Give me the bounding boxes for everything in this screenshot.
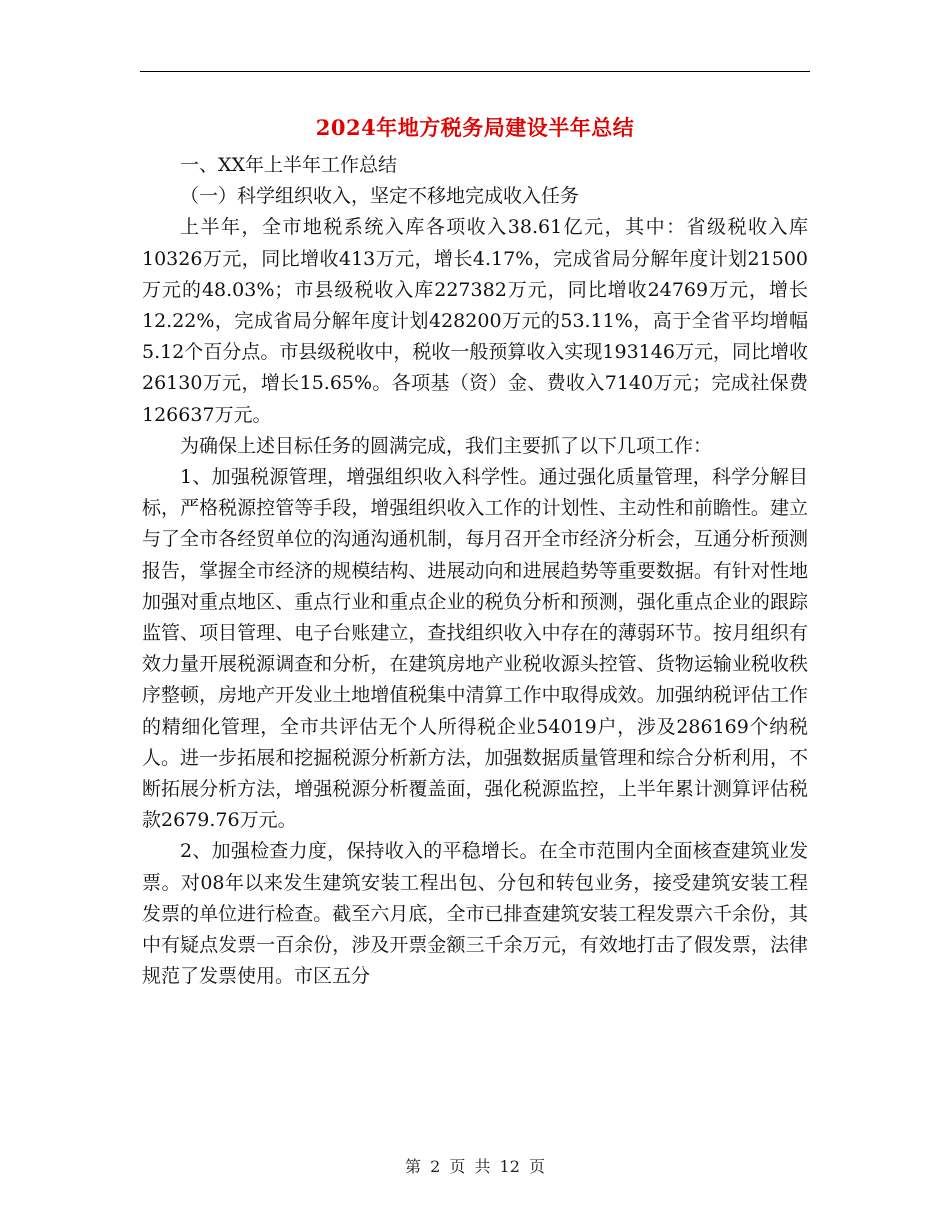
paragraph-intro: 为确保上述目标任务的圆满完成，我们主要抓了以下几项工作： xyxy=(180,434,713,457)
paragraph-item-1: 1、加强税源管理，增强组织收入科学性。通过强化质量管理，科学分解目标，严格税源控管等手段，增强组织收入工作的计划性、主动性和前瞻性。建立与了全市各经贸单位的沟通沟通机制，每月召开全市经济分析会，互通分析预测报告，掌握全市经济的规模结构、进展动向和进展趋势等重要数据。有针对性地加强对重点地区、重点行业和重点企业的税负分析和预测，强化重点企业的跟踪监管、项目管理、电子台账建立，查找组织收入中存在的薄弱环节。按月组织有效力量开展税源调查和分析，在建筑房地产业税收源头控管、货物运输业税收秩序整顿，房地产开发业土地增值税集中清算工作中取得成效。加强纳税评估工作的精细化管理，全市共评估无个人所得税企业54019户，涉及286169个纳税人。进一步拓展和挖掘税源分析新方法，加强数据质量管理和综合分析利用，不断拓展分析方法，增强税源分析覆盖面，强化税源监控，上半年累计测算评估税款2679.76万元。 xyxy=(142,466,808,832)
document-title: 2024年地方税务局建设半年总结 xyxy=(315,115,635,140)
page-footer: 第 2 页 共 12 页 xyxy=(405,1157,545,1176)
header-rule xyxy=(140,71,810,72)
paragraph-revenue: 上半年，全市地税系统入库各项收入38.61亿元，其中：省级税收入库10326万元，同比增收413万元，增长4.17%，完成省局分解年度计划21500万元的48.03%；市县级税收入库227382万元，同比增收24769万元，增长12.22%，完成省局分解年度计划428200万元的53.11%，高于全省平均增幅5.12个百分点。市县级税收中，税收一般预算收入实现193146万元，同比增收26130万元，增长15.65%。各项基（资）金、费收入7140万元；完成社保费126637万元。 xyxy=(142,216,808,426)
subsection-heading: （一）科学组织收入，坚定不移地完成收入任务 xyxy=(180,185,580,208)
section-heading: 一、XX年上半年工作总结 xyxy=(180,154,398,176)
paragraph-item-2: 2、加强检查力度，保持收入的平稳增长。在全市范围内全面核查建筑业发票。对08年以来发生建筑安装工程出包、分包和转包业务，接受建筑安装工程发票的单位进行检查。截至六月底，全市已排查建筑安装工程发票六千余份，其中有疑点发票一百余份，涉及开票金额三千余万元，有效地打击了假发票，法律规范了发票使用。市区五分 xyxy=(142,840,808,988)
document-body xyxy=(142,150,808,992)
